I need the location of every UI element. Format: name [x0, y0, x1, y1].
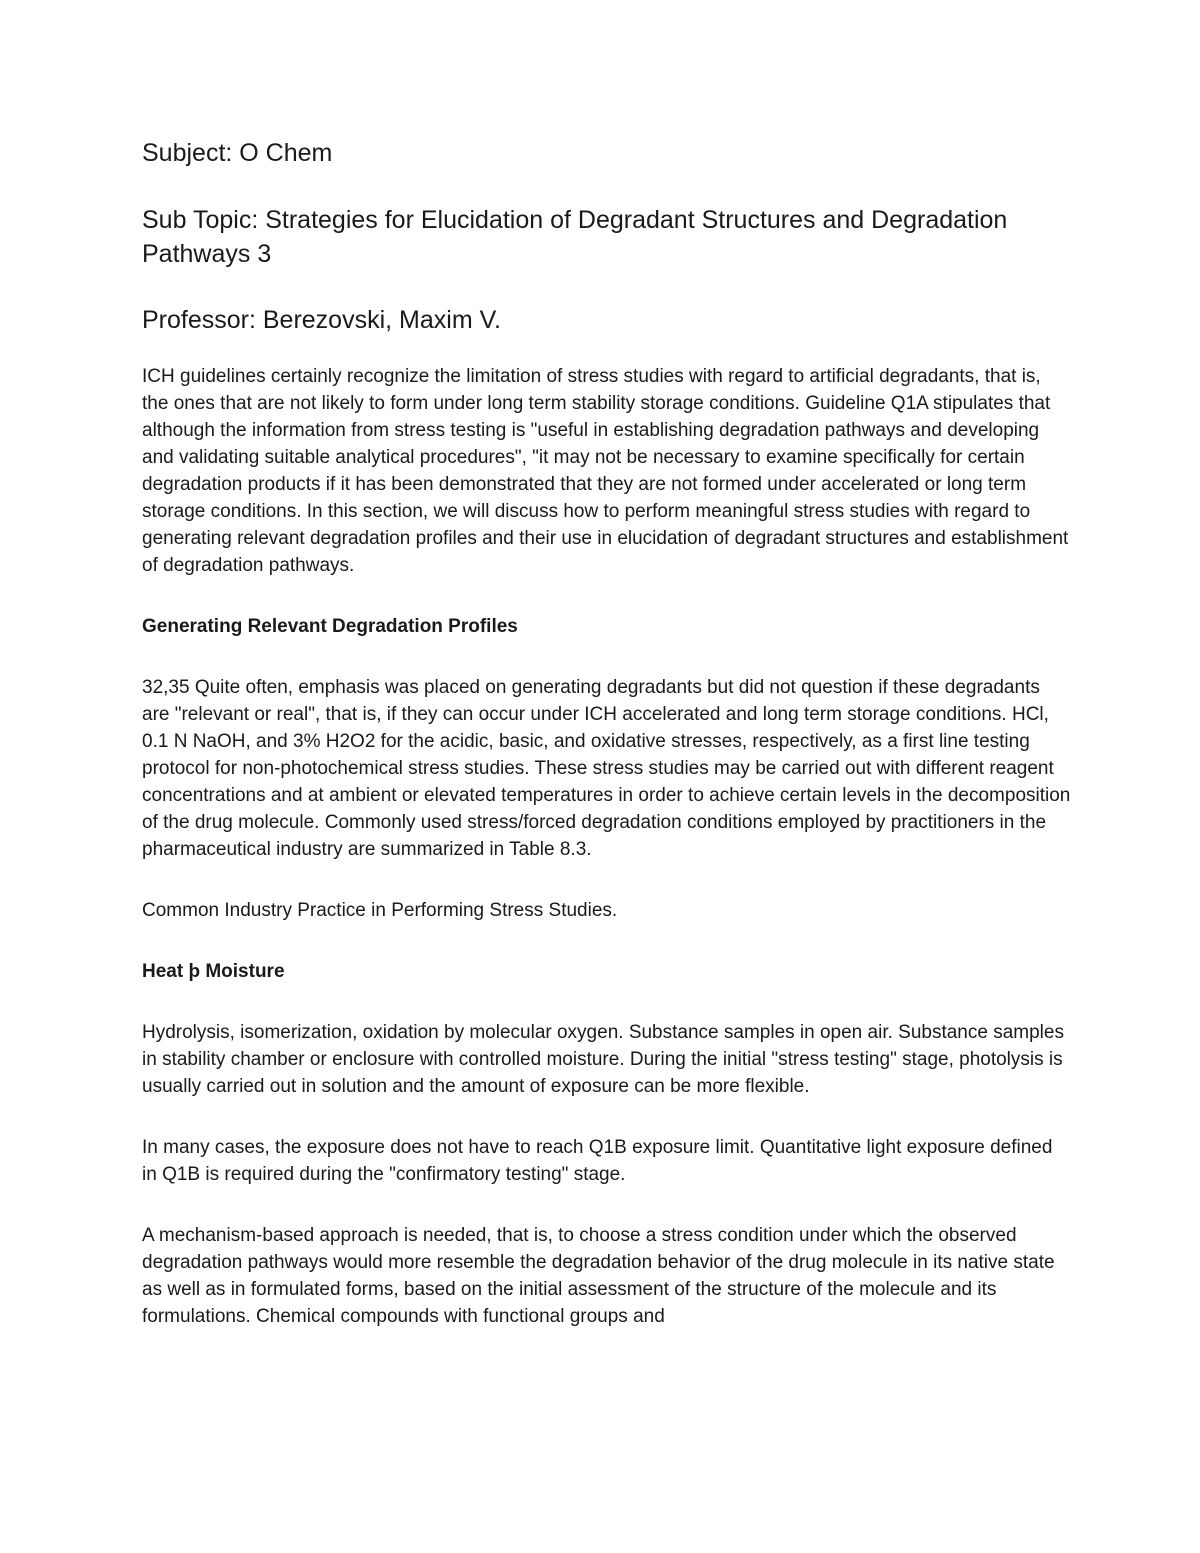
degradation-profiles-paragraph: 32,35 Quite often, emphasis was placed on generating degradants but did not question if these degradants are "relevant or real", that is, if they can occur under ICH accelerated and long term storage conditions. HCl, 0.1 N NaOH, and 3% H2O2 for the acidic, basic, and oxidative stresses, respectively, as a first line testing protocol for non-photochemical stress studies. These stress studies may be carried out with different reagent concentrations and at ambient or elevated temperatures in order to achieve certain levels in the decomposition of the drug molecule. Commonly used stress/forced degradation conditions employed by practitioners in the pharmaceutical industry are summarized in Table 8.3.: [142, 677, 1071, 860]
professor-line: Professor: Berezovski, Maxim V.: [142, 306, 501, 334]
sub-topic-line: Sub Topic: Strategies for Elucidation of Degradant Structures and Degradation Pathways 3: [142, 206, 1008, 268]
hydrolysis-paragraph: Hydrolysis, isomerization, oxidation by molecular oxygen. Substance samples in open air. Substance samples in stability chamber or enclosure with controlled moisture. During the initial "stress testing" stage, photolysis is usually carried out in solution and the amount of exposure can be more flexible.: [142, 1022, 1064, 1097]
exposure-paragraph: In many cases, the exposure does not have to reach Q1B exposure limit. Quantitative light exposure defined in Q1B is required during the "confirmatory testing" stage.: [142, 1137, 1053, 1185]
section-heading-degradation-profiles: Generating Relevant Degradation Profiles: [142, 616, 518, 637]
section-heading-heat-moisture: Heat þ Moisture: [142, 961, 285, 982]
subject-line: Subject: O Chem: [142, 139, 333, 167]
document-page: [142, 136, 1072, 1364]
intro-paragraph: ICH guidelines certainly recognize the limitation of stress studies with regard to artificial degradants, that is, the ones that are not likely to form under long term stability storage conditions. Guideline Q1A stipulates that although the information from stress testing is "useful in establishing degradation pathways and developing and validating suitable analytical procedures", "it may not be necessary to examine specifically for certain degradation products if it has been demonstrated that they are not formed under accelerated or long term storage conditions. In this section, we will discuss how to perform meaningful stress studies with regard to generating relevant degradation profiles and their use in elucidation of degradant structures and establishment of degradation pathways.: [142, 366, 1069, 576]
industry-practice-paragraph: Common Industry Practice in Performing Stress Studies.: [142, 900, 618, 921]
mechanism-paragraph: A mechanism-based approach is needed, that is, to choose a stress condition under which the observed degradation pathways would more resemble the degradation behavior of the drug molecule in its native state as well as in formulated forms, based on the initial assessment of the structure of the molecule and its formulations. Chemical compounds with functional groups and: [142, 1225, 1055, 1327]
